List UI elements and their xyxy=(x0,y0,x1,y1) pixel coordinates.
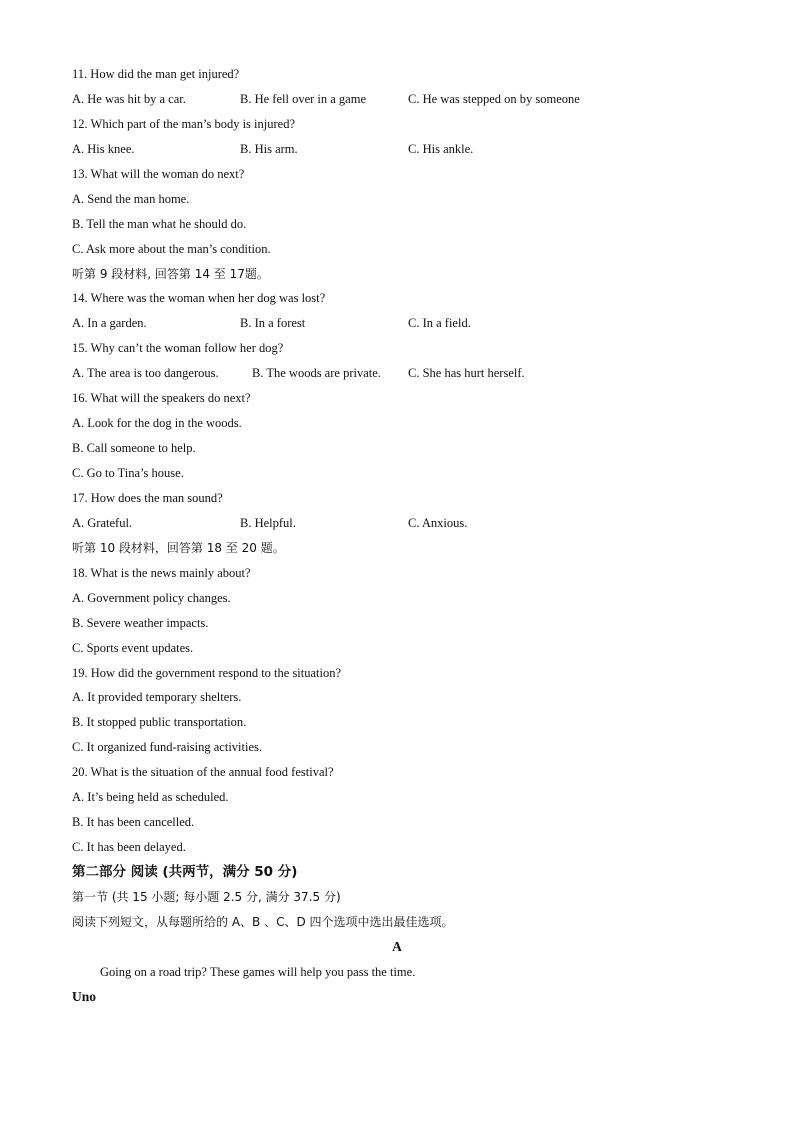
option-b: B. It stopped public transportation. xyxy=(72,715,247,730)
option-b: B. He fell over in a game xyxy=(240,91,366,106)
option-a: A. Government policy changes. xyxy=(72,590,231,605)
option-b: B. Call someone to help. xyxy=(72,441,196,456)
question-12: 12. Which part of the man’s body is injured? xyxy=(72,116,295,131)
option-a: A. He was hit by a car. xyxy=(72,91,186,106)
passage-label: A xyxy=(392,938,402,954)
option-b: B. Helpful. xyxy=(240,515,296,530)
option-a: A. Grateful. xyxy=(72,515,133,530)
question-13: 13. What will the woman do next? xyxy=(72,166,245,181)
option-c: C. He was stepped on by someone xyxy=(408,91,580,106)
question-18: 18. What is the news mainly about? xyxy=(72,565,251,580)
question-17-options xyxy=(72,511,722,536)
option-b: B. Severe weather impacts. xyxy=(72,615,209,630)
option-a: A. It provided temporary shelters. xyxy=(72,690,242,705)
option-c: C. It has been delayed. xyxy=(72,840,186,855)
option-c: C. His ankle. xyxy=(408,141,474,156)
reading-instructions: 阅读下列短文，从每题所给的 A、B 、C、D 四个选项中选出最佳选项。 xyxy=(72,914,454,929)
section-9-instruction: 听第 9 段材料, 回答第 14 至 17题。 xyxy=(72,266,269,281)
question-15-options xyxy=(72,361,722,386)
question-19: 19. How did the government respond to the situation? xyxy=(72,665,342,680)
option-c: C. Anxious. xyxy=(408,515,468,530)
option-a: A. Look for the dog in the woods. xyxy=(72,416,242,431)
option-b: B. The woods are private. xyxy=(252,366,381,381)
question-17: 17. How does the man sound? xyxy=(72,490,223,505)
option-b: B. Tell the man what he should do. xyxy=(72,216,247,231)
question-20: 20. What is the situation of the annual food festival? xyxy=(72,765,334,780)
question-14: 14. Where was the woman when her dog was lost? xyxy=(72,291,326,306)
option-b: B. In a forest xyxy=(240,316,306,331)
option-a: A. The area is too dangerous. xyxy=(72,366,219,381)
question-11: 11. How did the man get injured? xyxy=(72,67,240,81)
option-c: C. She has hurt herself. xyxy=(408,366,525,381)
part-2-heading: 第二部分 阅读 (共两节，满分 50 分) xyxy=(72,864,298,880)
option-c: C. Sports event updates. xyxy=(72,640,194,655)
question-15: 15. Why can’t the woman follow her dog? xyxy=(72,341,284,356)
option-a: A. Send the man home. xyxy=(72,191,190,206)
option-b: B. It has been cancelled. xyxy=(72,815,195,830)
option-c: C. Ask more about the man’s condition. xyxy=(72,241,271,256)
option-c: C. Go to Tina’s house. xyxy=(72,466,184,480)
option-c: C. In a field. xyxy=(408,316,471,331)
game-heading: Uno xyxy=(72,988,97,1004)
question-14-options xyxy=(72,311,722,336)
section-10-instruction: 听第 10 段材料，回答第 18 至 20 题。 xyxy=(72,540,285,555)
option-a: A. It’s being held as scheduled. xyxy=(72,790,229,805)
passage-intro: Going on a road trip? These games will help you pass the time. xyxy=(100,964,416,979)
option-a: A. In a garden. xyxy=(72,316,147,331)
option-c: C. It organized fund-raising activities. xyxy=(72,740,262,755)
exam-page xyxy=(72,62,722,1010)
section-1-heading: 第一节 (共 15 小题; 每小题 2.5 分, 满分 37.5 分) xyxy=(72,889,341,904)
question-12-options xyxy=(72,137,722,162)
question-16: 16. What will the speakers do next? xyxy=(72,391,251,406)
question-11-options xyxy=(72,87,722,112)
option-b: B. His arm. xyxy=(240,141,298,156)
option-a: A. His knee. xyxy=(72,141,135,156)
